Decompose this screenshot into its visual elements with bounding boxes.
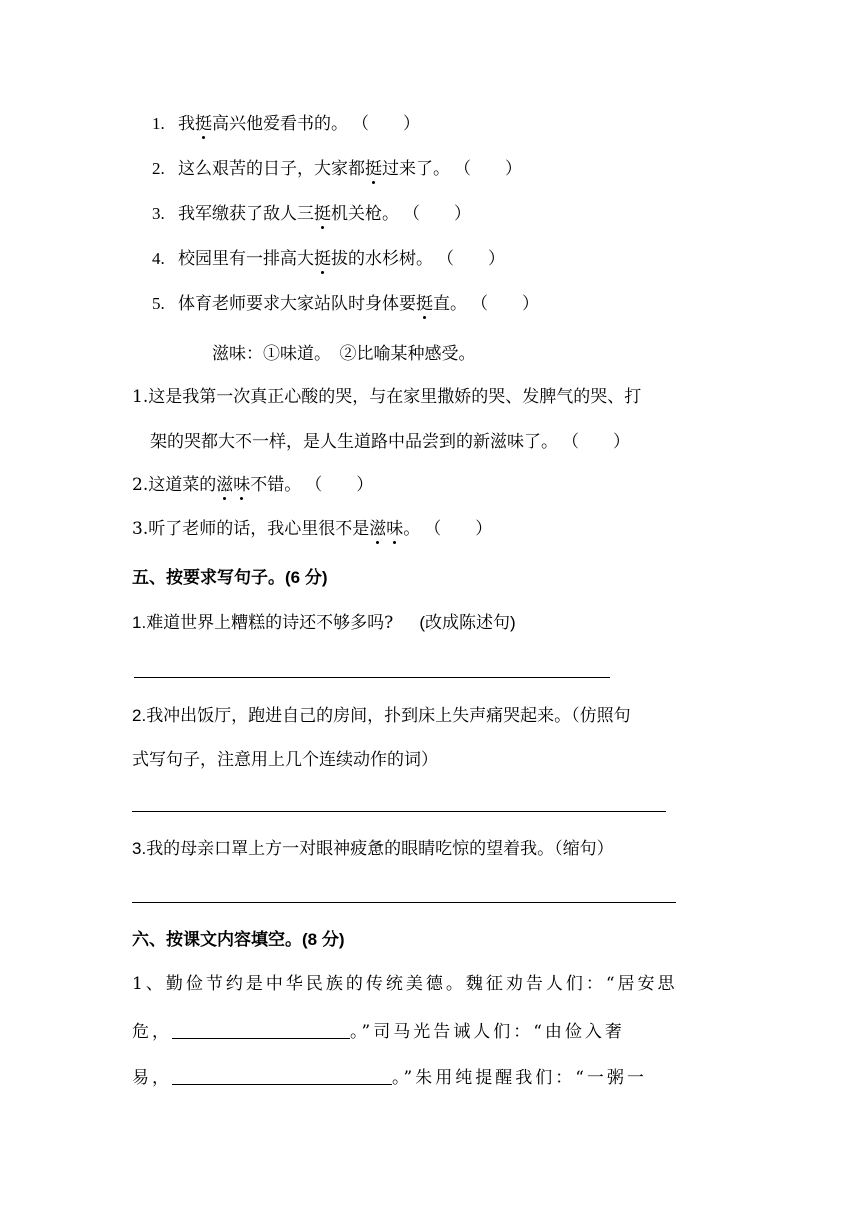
answer-paren[interactable]: （ ）: [424, 519, 493, 539]
answer-line-q1[interactable]: [134, 677, 610, 678]
ting-item-3: 3. 我军缴获了敌人三挺机关枪。 （ ）: [152, 204, 471, 224]
dotted-char: 滋: [216, 475, 234, 495]
dotted-char: 挺: [195, 114, 212, 134]
ting-item-5: 5. 体育老师要求大家站队时身体要挺直。 （ ）: [152, 294, 539, 314]
dotted-char: 挺: [365, 159, 382, 179]
dotted-char: 味: [233, 475, 251, 495]
section-5-q1: 1.难道世界上糟糕的诗还不够多吗? (改成陈述句): [132, 613, 516, 633]
ziwei-item-3: 3.听了老师的话，我心里很不是滋味。 （ ）: [132, 519, 493, 539]
fill-blank-1[interactable]: [172, 1018, 350, 1039]
fill-blank-2[interactable]: [172, 1064, 392, 1085]
answer-paren[interactable]: （ ）: [352, 114, 420, 134]
section-6-line3: 易， 。”朱用纯提醒我们：“一粥一: [132, 1064, 647, 1090]
answer-paren[interactable]: （ ）: [562, 432, 630, 452]
dotted-char: 挺: [314, 249, 331, 269]
dotted-char: 挺: [314, 204, 331, 224]
section-5-q2-line1: 2.我冲出饭厅，跑进自己的房间，扑到床上失声痛哭起来。（仿照句: [132, 706, 631, 726]
section-6-heading: 六、按课文内容填空。(8 分): [132, 930, 345, 950]
answer-line-q3[interactable]: [132, 902, 676, 903]
section-6-line1: 1、勤俭节约是中华民族的传统美德。魏征劝告人们：“居安思: [132, 974, 678, 994]
section-5-q3: 3.我的母亲口罩上方一对眼神疲惫的眼睛吃惊的望着我。（缩句）: [132, 839, 614, 859]
answer-paren[interactable]: （ ）: [403, 204, 471, 224]
answer-paren[interactable]: （ ）: [471, 294, 539, 314]
answer-paren[interactable]: （ ）: [454, 159, 522, 179]
dotted-char: 滋: [369, 519, 387, 539]
ziwei-item-2: 2.这道菜的滋味不错。 （ ）: [132, 475, 374, 495]
dotted-char: 味: [386, 519, 404, 539]
ziwei-item-1-line2: 架的哭都大不一样，是人生道路中品尝到的新滋味了。 （ ）: [150, 432, 630, 452]
ting-item-2: 2. 这么艰苦的日子，大家都挺过来了。 （ ）: [152, 159, 522, 179]
answer-line-q2[interactable]: [132, 811, 666, 812]
dotted-char: 挺: [416, 294, 433, 314]
ting-item-4: 4. 校园里有一排高大挺拔的水杉树。 （ ）: [152, 249, 505, 269]
ziwei-definition: 滋味：①味道。 ②比喻某种感受。: [212, 344, 476, 364]
section-6-line2: 危， 。”司马光告诫人们：“由俭入奢: [132, 1018, 625, 1044]
answer-paren[interactable]: （ ）: [437, 249, 505, 269]
answer-paren[interactable]: （ ）: [305, 475, 374, 495]
ting-item-1: 1. 我挺高兴他爱看书的。 （ ）: [152, 114, 420, 134]
section-5-heading: 五、按要求写句子。(6 分): [132, 568, 328, 588]
ziwei-item-1-line1: 1.这是我第一次真正心酸的哭，与在家里撒娇的哭、发脾气的哭、打: [132, 387, 642, 407]
section-5-q2-line2: 式写句子，注意用上几个连续动作的词）: [132, 750, 438, 770]
